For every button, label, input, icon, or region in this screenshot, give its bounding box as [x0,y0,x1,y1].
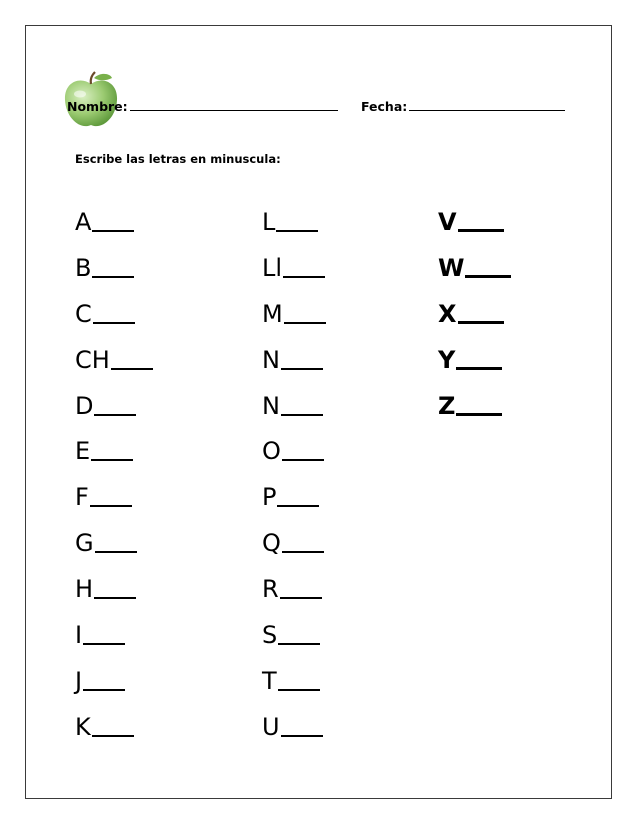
answer-line[interactable] [111,368,153,370]
answer-line[interactable] [458,321,504,324]
answer-line[interactable] [277,505,319,507]
letter-item: F [75,475,153,521]
answer-line[interactable] [83,689,125,691]
answer-line[interactable] [456,413,502,416]
letter-item: K [75,705,153,751]
letter-item: U [262,705,326,751]
letter-item: D [75,384,153,430]
letter-item: W [438,246,511,292]
letter-item: O [262,429,326,475]
letter-item: E [75,429,153,475]
letter-item: Z [438,384,511,430]
name-field [67,98,338,114]
answer-line[interactable] [280,597,322,599]
letter-item: N [262,338,326,384]
letter-item: J [75,659,153,705]
answer-line[interactable] [465,275,511,278]
letter-item: L [262,200,326,246]
instructions-text: Escribe las letras en minuscula: [75,152,281,166]
answer-line[interactable] [94,414,136,416]
letter-item: B [75,246,153,292]
date-label: Fecha: [361,99,408,114]
answer-line[interactable] [92,735,134,737]
answer-line[interactable] [90,505,132,507]
answer-line[interactable] [92,276,134,278]
letter-item: T [262,659,326,705]
date-line[interactable] [409,98,565,111]
name-label: Nombre: [67,99,128,114]
answer-line[interactable] [281,735,323,737]
answer-line[interactable] [282,551,324,553]
answer-line[interactable] [282,459,324,461]
answer-line[interactable] [276,230,318,232]
answer-line[interactable] [95,551,137,553]
letters-column-2 [262,200,326,751]
answer-line[interactable] [83,643,125,645]
answer-line[interactable] [456,367,502,370]
letter-item: S [262,613,326,659]
letter-item: H [75,567,153,613]
letter-item: R [262,567,326,613]
letter-item: Y [438,338,511,384]
letter-item: A [75,200,153,246]
answer-line[interactable] [94,597,136,599]
letter-item: V [438,200,511,246]
letter-item: P [262,475,326,521]
letter-item: I [75,613,153,659]
name-line[interactable] [130,98,338,111]
answer-line[interactable] [278,643,320,645]
date-field [361,98,565,114]
answer-line[interactable] [284,322,326,324]
letters-column-3 [438,200,511,429]
answer-line[interactable] [92,230,134,232]
letter-item: C [75,292,153,338]
answer-line[interactable] [283,276,325,278]
letter-item: Ll [262,246,326,292]
answer-line[interactable] [458,229,504,232]
letter-item: Q [262,521,326,567]
answer-line[interactable] [91,459,133,461]
answer-line[interactable] [93,322,135,324]
answer-line[interactable] [281,368,323,370]
letter-item: X [438,292,511,338]
letter-item: CH [75,338,153,384]
letters-column-1 [75,200,153,751]
letter-item: M [262,292,326,338]
answer-line[interactable] [281,414,323,416]
letter-item: G [75,521,153,567]
letter-item: N [262,384,326,430]
answer-line[interactable] [278,689,320,691]
